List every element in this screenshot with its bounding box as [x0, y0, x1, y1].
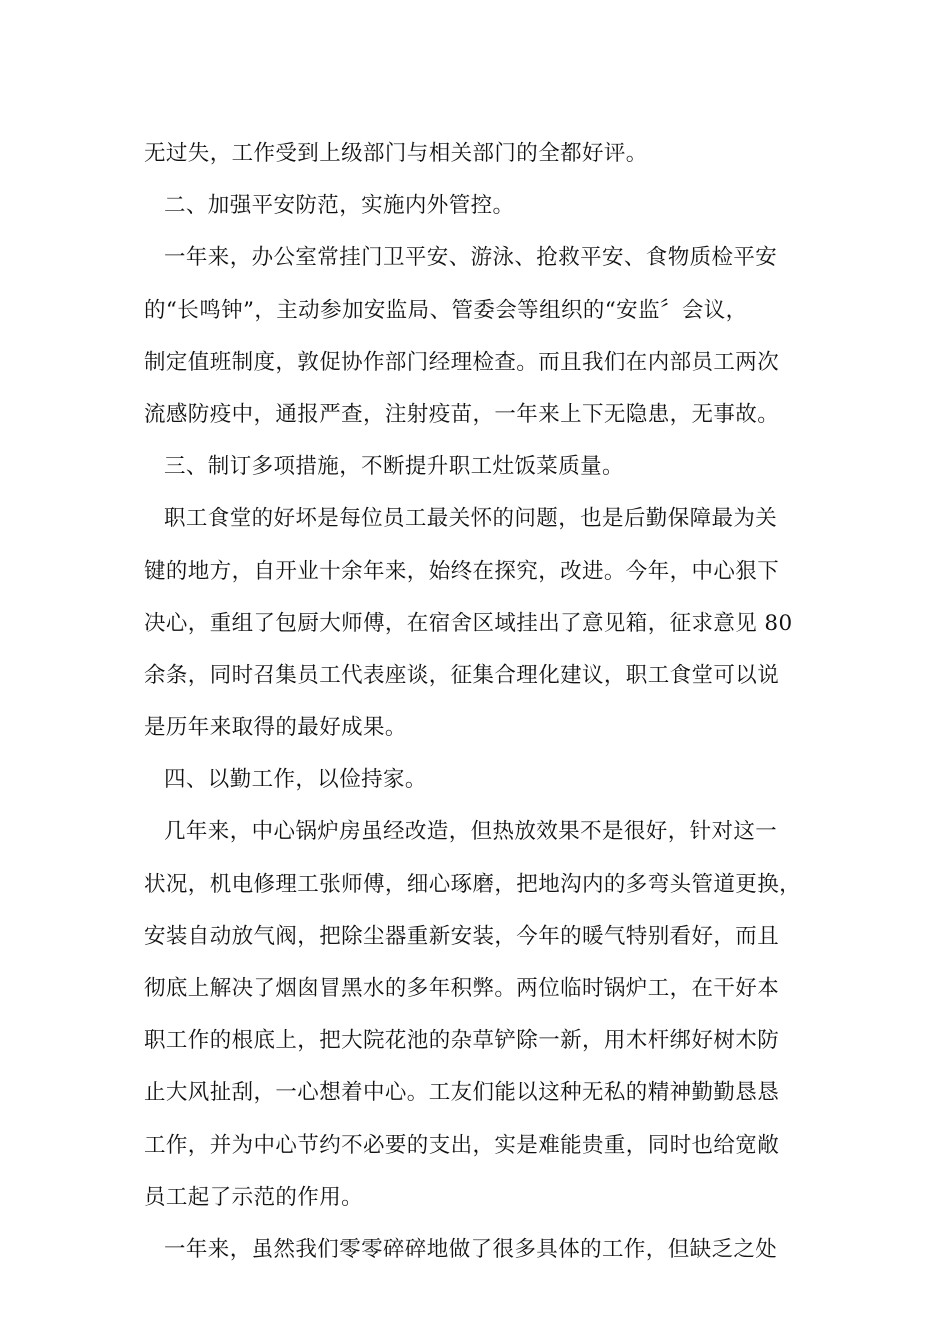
text-line: 决心，重组了包厨大师傅，在宿舍区域挂出了意见箱，征求意见 80	[144, 610, 793, 636]
text-line: 几年来，中心锅炉房虽经改造，但热放效果不是很好，针对这一	[164, 819, 778, 845]
text-line: 流感防疫中，通报严查，注射疫苗，一年来上下无隐患，无事故。	[144, 401, 780, 427]
text-line: 状况，机电修理工张师傅，细心琢磨，把地沟内的多弯头管道更换，	[144, 871, 802, 897]
text-line: 工作，并为中心节约不必要的支出，实是难能贵重，同时也给宽敞	[144, 1132, 780, 1158]
text-line: 三、制订多项措施，不断提升职工灶饭菜质量。	[164, 454, 624, 480]
text-line: 键的地方，自开业十余年来，始终在探究，改进。今年，中心狠下	[144, 558, 780, 584]
text-line: 安装自动放气阀，把除尘器重新安装，今年的暖气特别看好，而且	[144, 923, 780, 949]
text-line: 的“长鸣钟”，主动参加安监局、管委会等组织的“安监〞会议，	[144, 297, 748, 323]
text-line: 无过失，工作受到上级部门与相关部门的全都好评。	[144, 141, 648, 166]
document-body	[144, 128, 824, 1276]
text-line: 余条，同时召集员工代表座谈，征集合理化建议，职工食堂可以说	[144, 662, 780, 688]
text-line: 一年来，办公室常挂门卫平安、游泳、抢救平安、食物质检平安	[164, 245, 778, 271]
text-line: 止大风扯刮，一心想着中心。工友们能以这种无私的精神勤勤恳恳	[144, 1080, 780, 1106]
text-line: 制定值班制度，敦促协作部门经理检查。而且我们在内部员工两次	[144, 349, 780, 375]
text-line: 职工作的根底上，把大院花池的杂草铲除一新，用木杆绑好树木防	[144, 1028, 780, 1054]
text-line: 彻底上解决了烟囱冒黑水的多年积弊。两位临时锅炉工，在干好本	[144, 976, 780, 1001]
text-line: 一年来，虽然我们零零碎碎地做了很多具体的工作，但缺乏之处	[164, 1236, 778, 1262]
text-line: 职工食堂的好坏是每位员工最关怀的问题，也是后勤保障最为关	[164, 506, 778, 532]
text-line: 员工起了示范的作用。	[144, 1184, 364, 1210]
text-line: 四、以勤工作，以俭持家。	[164, 767, 427, 793]
text-line: 二、加强平安防范，实施内外管控。	[164, 193, 515, 219]
text-line: 是历年来取得的最好成果。	[144, 715, 407, 741]
